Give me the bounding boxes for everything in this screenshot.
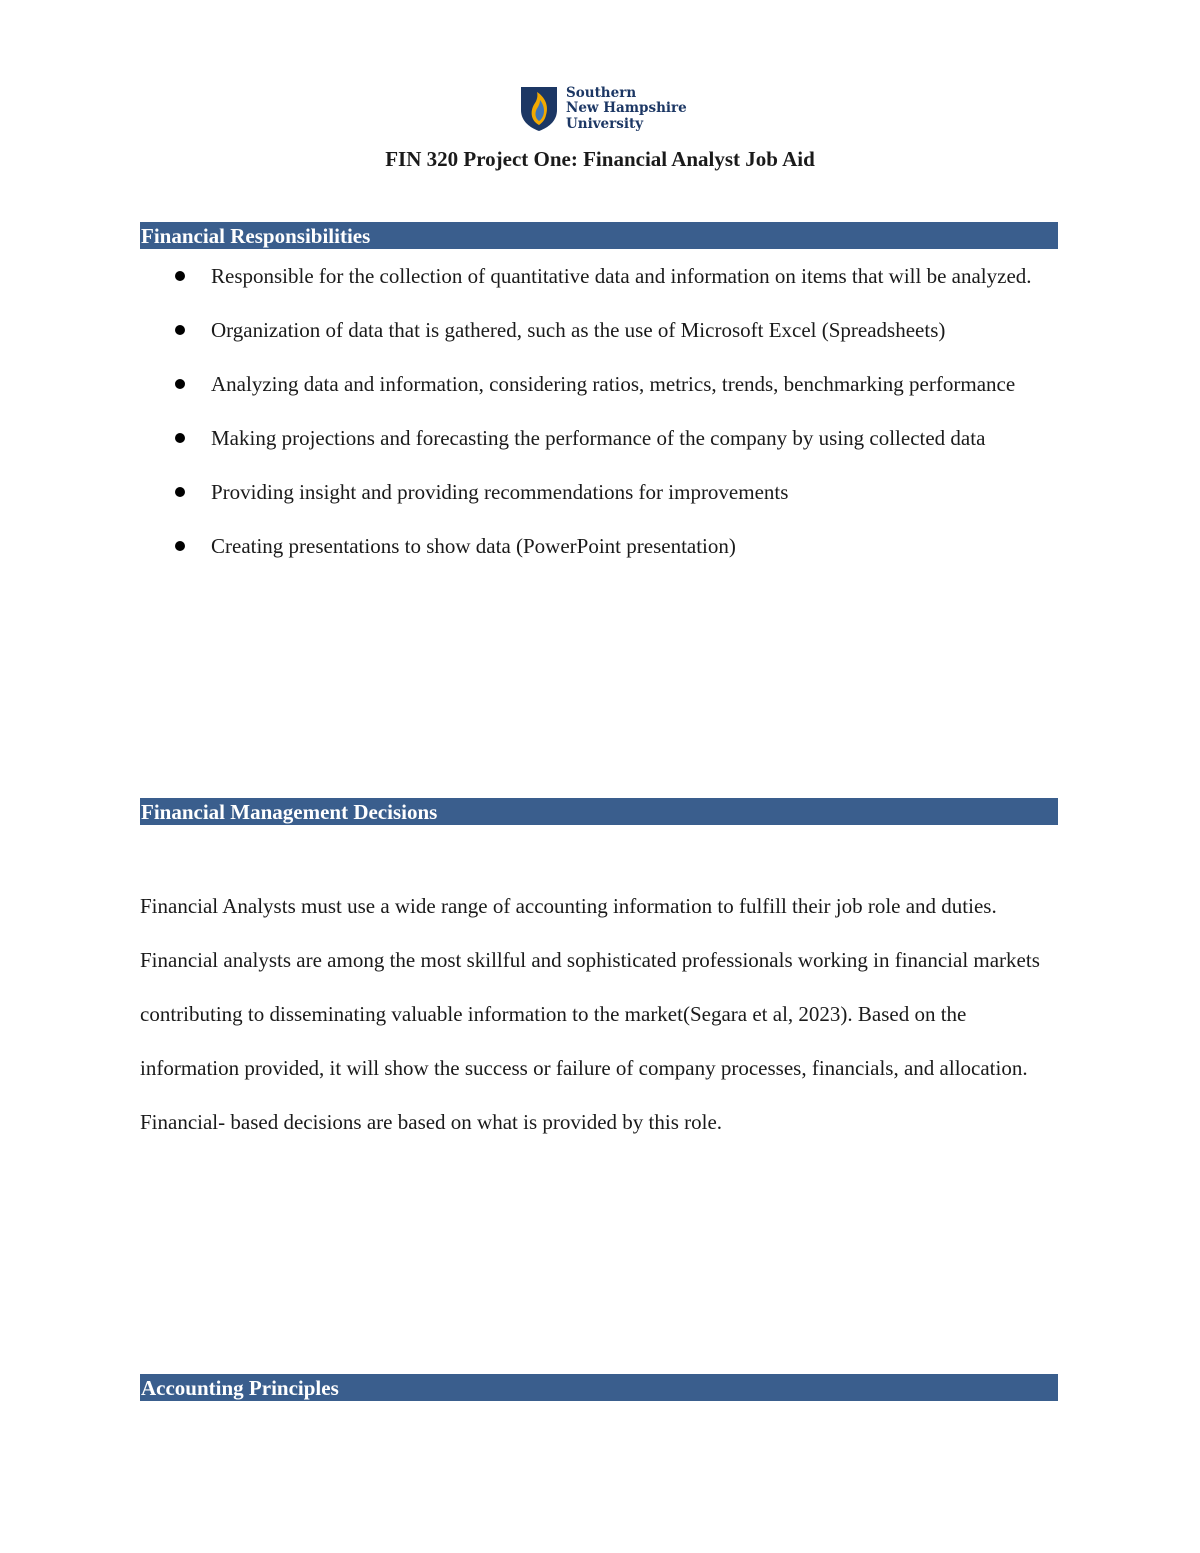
document-title: FIN 320 Project One: Financial Analyst Job Aid <box>385 147 815 171</box>
bullet-icon <box>175 325 185 335</box>
bullet-icon <box>175 379 185 389</box>
list-item <box>140 465 1058 519</box>
bullet-icon <box>175 433 185 443</box>
section-heading-financial-management-decisions: Financial Management Decisions <box>140 798 1058 825</box>
logo-line-1: Southern <box>566 84 637 101</box>
bullet-icon <box>175 541 185 551</box>
list-item-text: Analyzing data and information, considering ratios, metrics, trends, benchmarking performance <box>211 372 1016 396</box>
decisions-paragraph: Financial Analysts must use a wide range of accounting information to fulfill their job role and duties. Financial analysts are among the most skillful and sophisticated professionals working in financial markets contributing to disseminating valuable information to the market(Segara et al, 2023). Based on the information provided, it will show the success or failure of company processes, financials, and allocation. Financial- based decisions are based on what is provided by this role. <box>140 894 1040 1134</box>
logo-wordmark <box>566 86 687 133</box>
list-item <box>140 411 1058 465</box>
logo-line-2: New Hampshire <box>566 100 687 117</box>
section-heading-accounting-principles: Accounting Principles <box>140 1374 1058 1401</box>
responsibilities-list <box>140 249 1058 573</box>
list-item-text: Making projections and forecasting the performance of the company by using collected data <box>211 426 986 450</box>
list-item <box>140 519 1058 573</box>
logo-line-3: University <box>566 115 644 132</box>
bullet-icon <box>175 271 185 281</box>
list-item-text: Providing insight and providing recommendations for improvements <box>211 480 789 504</box>
flame-shield-icon <box>520 86 558 132</box>
section-heading-financial-responsibilities: Financial Responsibilities <box>140 222 1058 249</box>
bullet-icon <box>175 487 185 497</box>
list-item <box>140 303 1058 357</box>
list-item-text: Creating presentations to show data (PowerPoint presentation) <box>211 534 736 558</box>
list-item-text: Organization of data that is gathered, such as the use of Microsoft Excel (Spreadsheets) <box>211 318 946 342</box>
list-item <box>140 357 1058 411</box>
university-logo <box>520 84 690 134</box>
list-item-text: Responsible for the collection of quantitative data and information on items that will be analyzed. <box>211 264 1032 288</box>
list-item <box>140 249 1058 303</box>
